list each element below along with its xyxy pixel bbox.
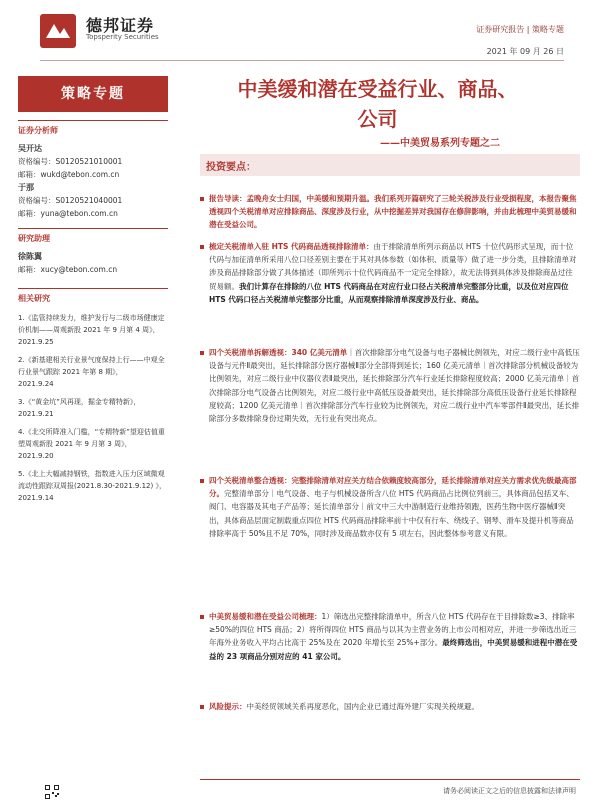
report-title-line1: 中美缓和潜在受益行业、商品、 <box>237 77 518 101</box>
related-item[interactable] <box>18 354 168 390</box>
analyst-cert: 资格编号：S0120521010001 <box>18 157 123 166</box>
paragraph-text: ｜首次排除部分电气设备与电子器械比例领先，对应二级行业中高低压设备与元件Ⅱ最突出，延长排除部分医疗器械Ⅱ部分全部得到延长；160 亿美元清单｜首次排除部分机械设备较为比例领先，对应二级行业中仪器仪表Ⅱ最突出，延长排除部分汽车行业延长排除程度较高；2000 亿美元清单｜首次排除部分电气设备占比例领先，对应二级行业中高低压设备最突出，延长排除部分高低压设备行业延长排除程度较高；1200 亿美元清单｜首次排除部分汽车行业较为比例领先，对应二级行业中汽车零部件Ⅱ最突出，延长排除部分多数排除身份过期失效，无行业有突出亮点。 <box>209 348 580 424</box>
related-item-date: 2021.9.14 <box>18 494 54 502</box>
analysts-title: 证券分析师 <box>18 126 58 135</box>
summary-paragraph <box>200 346 580 425</box>
footer-disclaimer: 请务必阅读正文之后的信息披露和法律声明 <box>443 787 576 795</box>
bullet-icon <box>200 245 204 249</box>
paragraph-label: 四个关税清单整合透视： <box>209 476 292 485</box>
analyst-email[interactable]: 邮箱：yuna@tebon.com.cn <box>18 209 118 218</box>
paragraph-text: 由于排除清单所列示商品以 HTS 十位代码形式呈现，而十位代码与加征清单所采用八位口径差别主要在于其对具体参数（如体积、质量等）做了进一步分类，且排除清单对涉及商品排除部分做了具体描述（即所列示十位代码商品不一定完全排除），故无法得到具体涉及排除商品过往贸易额。 <box>209 242 577 291</box>
related-item[interactable] <box>18 312 168 348</box>
bullet-icon <box>200 197 204 201</box>
assistant-title: 研究助理 <box>18 234 50 243</box>
report-title <box>185 74 570 134</box>
paragraph-label: 四个关税清单拆解透视： <box>209 348 292 357</box>
report-date: 2021 年 09 月 26 日 <box>486 47 564 56</box>
bullet-icon <box>200 615 204 619</box>
tebon-logo-icon <box>40 14 76 48</box>
analyst-block <box>18 142 168 220</box>
logo-text-cn: 德邦证券 <box>86 16 155 35</box>
related-item-date: 2021.9.21 <box>18 410 54 418</box>
related-item-title: 5.《北上大幅减持钢铁，指数进入压力区域微观流动性跟踪双周报(2021.8.30-2021.9.12) 》， <box>18 470 166 490</box>
bullet-icon <box>200 479 204 483</box>
related-item[interactable] <box>18 426 168 462</box>
summary-paragraph <box>200 474 580 540</box>
paragraph-emphasis: 我们计算存在排除的八位 HTS 代码商品在对应行业口径占关税清单完整部分比重，以及位对应四位 HTS 代码口径占关税清单完整部分比重，从而观察排除清单深度涉及行业、商品。 <box>209 281 569 304</box>
report-title-line2: 公司 <box>357 107 398 131</box>
paragraph-label: 梳定关税清单入驻 HTS 代码商品透视排除清单： <box>209 242 374 251</box>
related-title: 相关研究 <box>18 294 50 303</box>
paragraph-text: 中美经贸领域关系再度恶化，国内企业已通过海外建厂实现关税规避。 <box>246 702 479 711</box>
assistant-email[interactable]: 邮箱：xucy@tebon.com.cn <box>18 265 118 274</box>
paragraph-label: 风险提示： <box>209 702 247 711</box>
assistant-name: 徐陈翼 <box>18 252 42 261</box>
related-item-date: 2021.9.25 <box>18 338 54 346</box>
paragraph-highlight: 340 亿美元清单 <box>291 348 348 357</box>
summary-paragraph <box>200 192 580 232</box>
logo-text-en: Topsperity Securities <box>86 33 159 41</box>
related-item-date: 2021.9.24 <box>18 380 54 388</box>
paragraph-label: 中美贸易缓和潜在受益公司梳理： <box>209 612 322 621</box>
paragraph-label: 报告导读： <box>209 194 247 203</box>
assistant-block <box>18 250 168 276</box>
analysts-section <box>18 120 168 220</box>
related-list <box>18 312 168 504</box>
related-research-section <box>18 288 168 510</box>
related-item-title: 1.《监管持续发力，维护发行与二级市场健康定价机制——周观新股 2021 年 9 月第 4 周》， <box>18 314 165 334</box>
analyst-name: 吴开达 <box>18 144 42 153</box>
footer-divider <box>200 779 580 780</box>
related-item-title: 3.《“黄金坑”风再现，掘金专精特新》， <box>18 398 141 406</box>
report-subtitle: ——中美贸易系列专题之二 <box>380 138 500 149</box>
summary-paragraph <box>200 610 580 663</box>
investment-highlights-label: 投资要点： <box>206 162 256 173</box>
related-item[interactable] <box>18 468 168 504</box>
related-item[interactable] <box>18 396 168 420</box>
related-item-title: 4.《北交所降准入门槛，“专精特新”望迎估值重塑周观新股 2021 年 9 月第 3 周》， <box>18 428 165 448</box>
bullet-icon <box>200 705 204 709</box>
report-type: 证券研究报告 | 策略专题 <box>476 25 564 34</box>
paragraph-highlight: 完整排除清单对应关方结合依赖度较高部分，延长排除清单对应关方需求优先级最高部分。 <box>209 476 577 499</box>
paragraph-emphasis: 最终筛选出，中美贸易缓和进程中潜在受益的 23 项商品分别对应的 41 家公司。 <box>209 638 578 661</box>
analyst-email[interactable]: 邮箱：wukd@tebon.com.cn <box>18 170 120 179</box>
qr-code-icon <box>44 784 60 800</box>
related-item-title: 2.《新基建相关行业景气度保持上行——中观全行业景气跟踪 2021 年第 8 期》， <box>18 356 165 376</box>
paragraph-text: 1）筛选出完整排除清单中，所含八位 HTS 代码存在于目排除数≥3、排除率≥50%的四位 HTS 商品；2）将所得四位 HTS 商品与以其为主营业务的上市公司相对应，并进一步筛选出近三年海外业务收入平均占比高于 25%及在 2020 年增长至 25%+部分。 <box>209 612 577 648</box>
analyst-cert: 资格编号：S0120521040001 <box>18 196 123 205</box>
summary-paragraph <box>200 240 580 306</box>
summary-paragraph <box>200 700 580 713</box>
investment-highlights-bar <box>200 154 580 176</box>
analyst-name: 于那 <box>18 183 34 192</box>
report-header <box>0 0 600 70</box>
paragraph-text: 完整清单部分｜电气设备、电子与机械设备所含八位 HTS 代码商品占比例位列前三，具体商品包括叉车、阀门、电容器及其电子产品等；延长清单部分｜前文中三大中游制造行业维持领跑，医药生物中医疗器械Ⅱ突出，具体商品层面定制载重点四位 HTS 代码商品排除率前十中仅有行车、绕线子、钢琴、滑车及提升机等商品排除率高于 50%且不足 70%，同时涉及商品数亦仅有 5 项左右，因此整体参考意义有限。 <box>209 489 574 538</box>
header-divider <box>40 60 564 61</box>
assistant-section <box>18 228 168 276</box>
related-item-date: 2021.9.20 <box>18 452 54 460</box>
bullet-icon <box>200 351 204 355</box>
report-category-label: 策略专题 <box>18 76 168 112</box>
paragraph-text: 孟晚舟女士归国，中美缓和预期升温。我们系列开篇研究了三轮关税涉及行业受损程度，本报告聚焦透视四个关税清单对应排除商品、深度涉及行业，从中挖掘差异对我国存在修辞影响，并由此梳理中美贸易缓和潜在受益公司。 <box>209 194 577 230</box>
